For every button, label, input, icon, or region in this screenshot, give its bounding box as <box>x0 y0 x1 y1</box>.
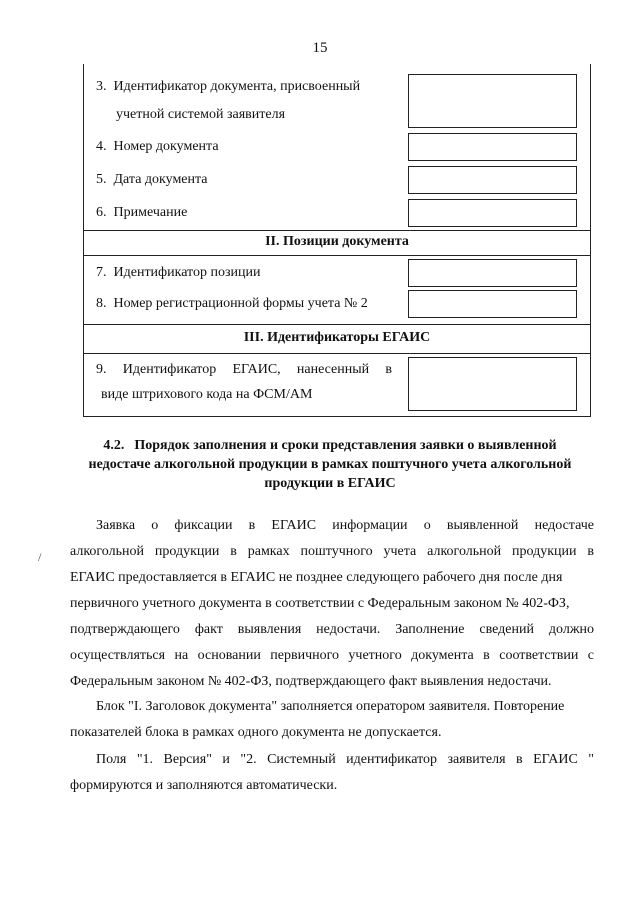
section-3-header: III. Идентификаторы ЕГАИС <box>84 324 590 354</box>
field-3-input-box[interactable] <box>408 74 577 128</box>
field-5-label: 5. Дата документа <box>96 172 208 187</box>
section-heading-line3: продукции в ЕГАИС <box>264 476 396 491</box>
paragraph-2-line: Блок "I. Заголовок документа" заполняется оператором заявителя. Повторение <box>96 699 565 714</box>
paragraph-1-line: подтверждающего факт выявления недостачи. Заполнение сведений должно <box>70 622 594 637</box>
paragraph-1-line: первичного учетного документа в соответствии с Федеральным законом № 402-ФЗ, <box>70 596 570 611</box>
field-4-label: 4. Номер документа <box>96 139 219 154</box>
paragraph-1 <box>70 513 594 695</box>
field-4-input-box[interactable] <box>408 133 577 161</box>
paragraph-2-line: показателей блока в рамках одного документа не допускается. <box>70 725 442 740</box>
section-2-header: II. Позиции документа <box>84 230 590 256</box>
field-7-input-box[interactable] <box>408 259 577 287</box>
field-3-label-line1: 3. Идентификатор документа, присвоенный <box>96 79 361 94</box>
paragraph-1-line: Федеральным законом № 402-ФЗ, подтверждающего факт выявления недостачи. <box>70 674 552 689</box>
section-heading <box>60 436 600 493</box>
field-9-label-line2: виде штрихового кода на ФСМ/АМ <box>101 387 313 402</box>
field-5-input-box[interactable] <box>408 166 577 194</box>
section-heading-line1: 4.2. Порядок заполнения и сроки представления заявки о выявленной <box>103 438 557 453</box>
field-3-label-line2: учетной системой заявителя <box>116 107 286 122</box>
field-8-input-box[interactable] <box>408 290 577 318</box>
field-9-label-line1: 9. Идентификатор ЕГАИС, нанесенный в <box>96 362 392 377</box>
paragraph-1-line: алкогольной продукции в рамках поштучного учета алкогольной продукции в <box>70 544 594 559</box>
margin-mark: / <box>38 550 42 564</box>
paragraph-3 <box>70 747 594 799</box>
paragraph-3-line: Поля "1. Версия" и "2. Системный идентификатор заявителя в ЕГАИС " <box>96 752 594 767</box>
section-heading-line2: недостаче алкогольной продукции в рамках поштучного учета алкогольной <box>88 457 572 472</box>
field-7-label: 7. Идентификатор позиции <box>96 265 261 280</box>
field-8-label: 8. Номер регистрационной формы учета № 2 <box>96 296 368 311</box>
field-6-input-box[interactable] <box>408 199 577 227</box>
form-table <box>83 64 591 417</box>
paragraph-1-line: осуществляться на основании первичного учетного документа в соответствии с <box>70 648 594 663</box>
page-number: 15 <box>312 40 328 56</box>
field-6-label: 6. Примечание <box>96 205 188 220</box>
paragraph-3-line: формируются и заполняются автоматически. <box>70 778 338 793</box>
paragraph-1-line: ЕГАИС предоставляется в ЕГАИС не позднее следующего рабочего дня после дня <box>70 570 563 585</box>
paragraph-1-line: Заявка о фиксации в ЕГАИС информации о выявленной недостаче <box>96 518 594 533</box>
field-9-input-box[interactable] <box>408 357 577 411</box>
paragraph-2 <box>70 694 594 746</box>
